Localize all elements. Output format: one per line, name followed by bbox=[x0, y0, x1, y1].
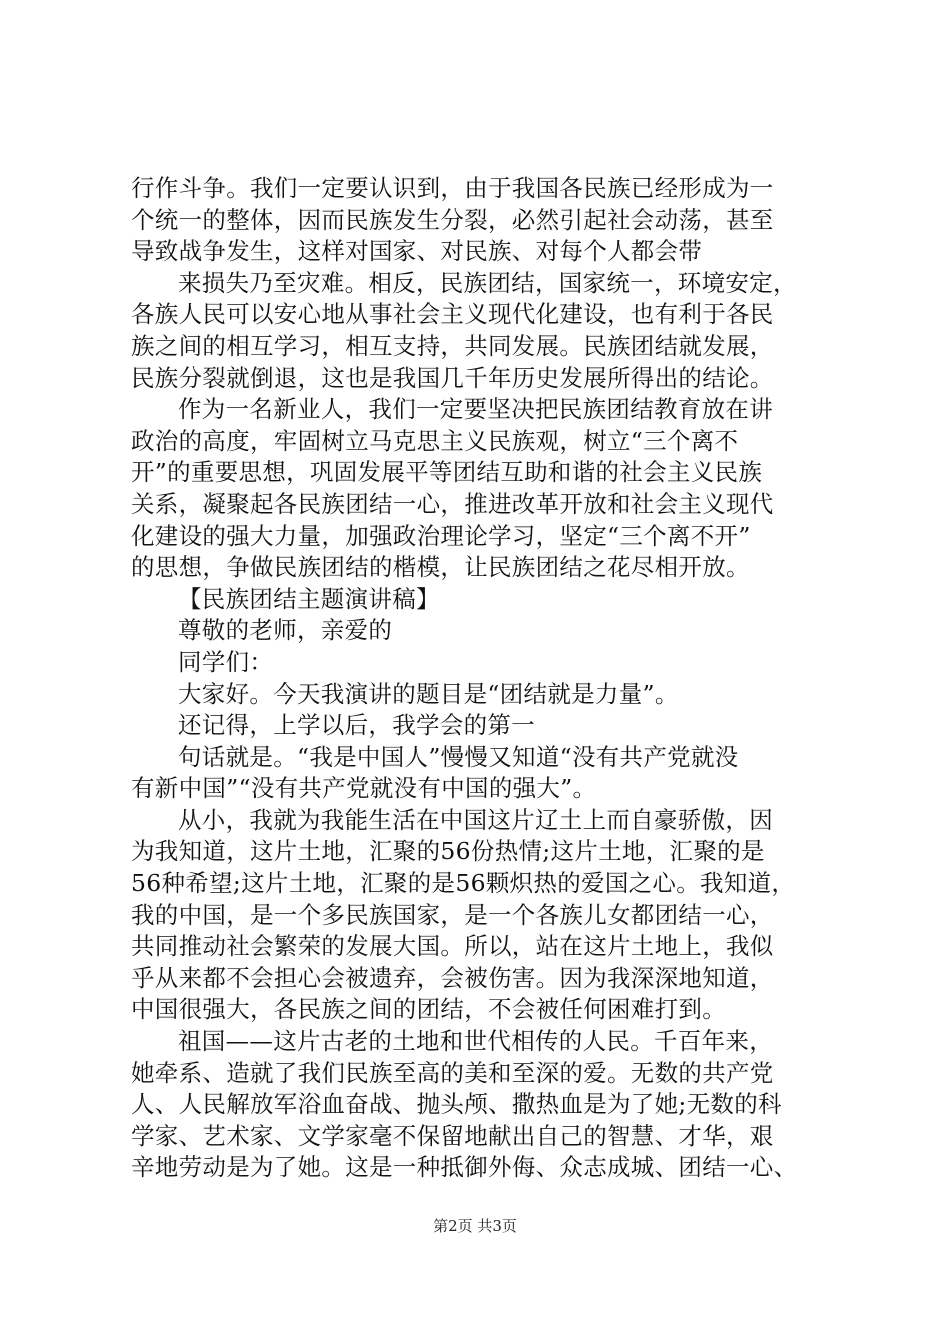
text-line: 有新中国”“没有共产党就没有中国的强大”。 bbox=[131, 774, 597, 803]
text-line: 来损失乃至灾难。相反，民族团结，国家统一，环境安定， bbox=[178, 268, 797, 297]
text-line: 大家好。今天我演讲的题目是“团结就是力量”。 bbox=[178, 679, 679, 708]
page-footer: 第2页 共3页 bbox=[433, 1217, 517, 1235]
text-line: 化建设的强大力量，加强政治理论学习，坚定“三个离不开” bbox=[131, 521, 751, 550]
text-line: 民族分裂就倒退，这也是我国几千年历史发展所得出的结论。 bbox=[131, 363, 774, 392]
text-line: 中国很强大，各民族之间的团结，不会被任何困难打到。 bbox=[131, 995, 726, 1024]
text-line: 各族人民可以安心地从事社会主义现代化建设，也有利于各民 bbox=[131, 300, 774, 329]
text-line: 开”的重要思想，巩固发展平等团结互助和谐的社会主义民族 bbox=[131, 458, 763, 487]
text-line: 尊敬的老师，亲爱的 bbox=[178, 616, 393, 645]
text-line: 行作斗争。我们一定要认识到，由于我国各民族已经形成为一 bbox=[131, 174, 774, 202]
text-line: 祖国——这片古老的土地和世代相传的人民。千百年来， bbox=[178, 1027, 773, 1056]
body-text bbox=[131, 173, 843, 1184]
text-line: 导致战争发生，这样对国家、对民族、对每个人都会带 bbox=[131, 237, 703, 266]
text-line: 我的中国，是一个多民族国家，是一个各族儿女都团结一心， bbox=[131, 900, 774, 929]
text-line: 还记得，上学以后，我学会的第一 bbox=[178, 711, 535, 740]
text-line: 作为一名新业人，我们一定要坚决把民族团结教育放在讲 bbox=[178, 395, 773, 424]
text-line: 【民族团结主题演讲稿】 bbox=[178, 584, 440, 613]
text-line: 学家、艺术家、文学家毫不保留地献出自己的智慧、才华，艰 bbox=[131, 1121, 774, 1150]
text-line: 个统一的整体，因而民族发生分裂，必然引起社会动荡，甚至 bbox=[131, 205, 774, 234]
text-line: 共同推动社会繁荣的发展大国。所以，站在这片土地上，我似 bbox=[131, 932, 774, 961]
text-line: 同学们： bbox=[178, 647, 274, 676]
text-line: 人、人民解放军浴血奋战、抛头颅、撒热血是为了她;无数的科 bbox=[131, 1090, 782, 1119]
text-line: 的思想，争做民族团结的楷模，让民族团结之花尽相开放。 bbox=[131, 553, 750, 582]
text-line: 政治的高度，牢固树立马克思主义民族观，树立“三个离不 bbox=[131, 426, 739, 455]
text-line: 句话就是。“我是中国人”慢慢又知道“没有共产党就没 bbox=[178, 742, 739, 771]
text-line: 乎从来都不会担心会被遗弃，会被伤害。因为我深深地知道， bbox=[131, 963, 774, 992]
text-line: 为我知道，这片土地，汇聚的56份热情;这片土地，汇聚的是 bbox=[131, 837, 765, 866]
text-line: 辛地劳动是为了她。这是一种抵御外侮、众志成城、团结一心、 bbox=[131, 1153, 798, 1182]
text-line: 族之间的相互学习，相互支持，共同发展。民族团结就发展， bbox=[131, 331, 774, 360]
text-line: 56种希望;这片土地，汇聚的是56颗炽热的爱国之心。我知道， bbox=[131, 869, 796, 898]
text-line: 从小，我就为我能生活在中国这片辽土上而自豪骄傲，因 bbox=[178, 805, 773, 834]
text-line: 她牵系、造就了我们民族至高的美和至深的爱。无数的共产党 bbox=[131, 1058, 774, 1087]
text-line: 关系，凝聚起各民族团结一心，推进改革开放和社会主义现代 bbox=[131, 489, 774, 518]
